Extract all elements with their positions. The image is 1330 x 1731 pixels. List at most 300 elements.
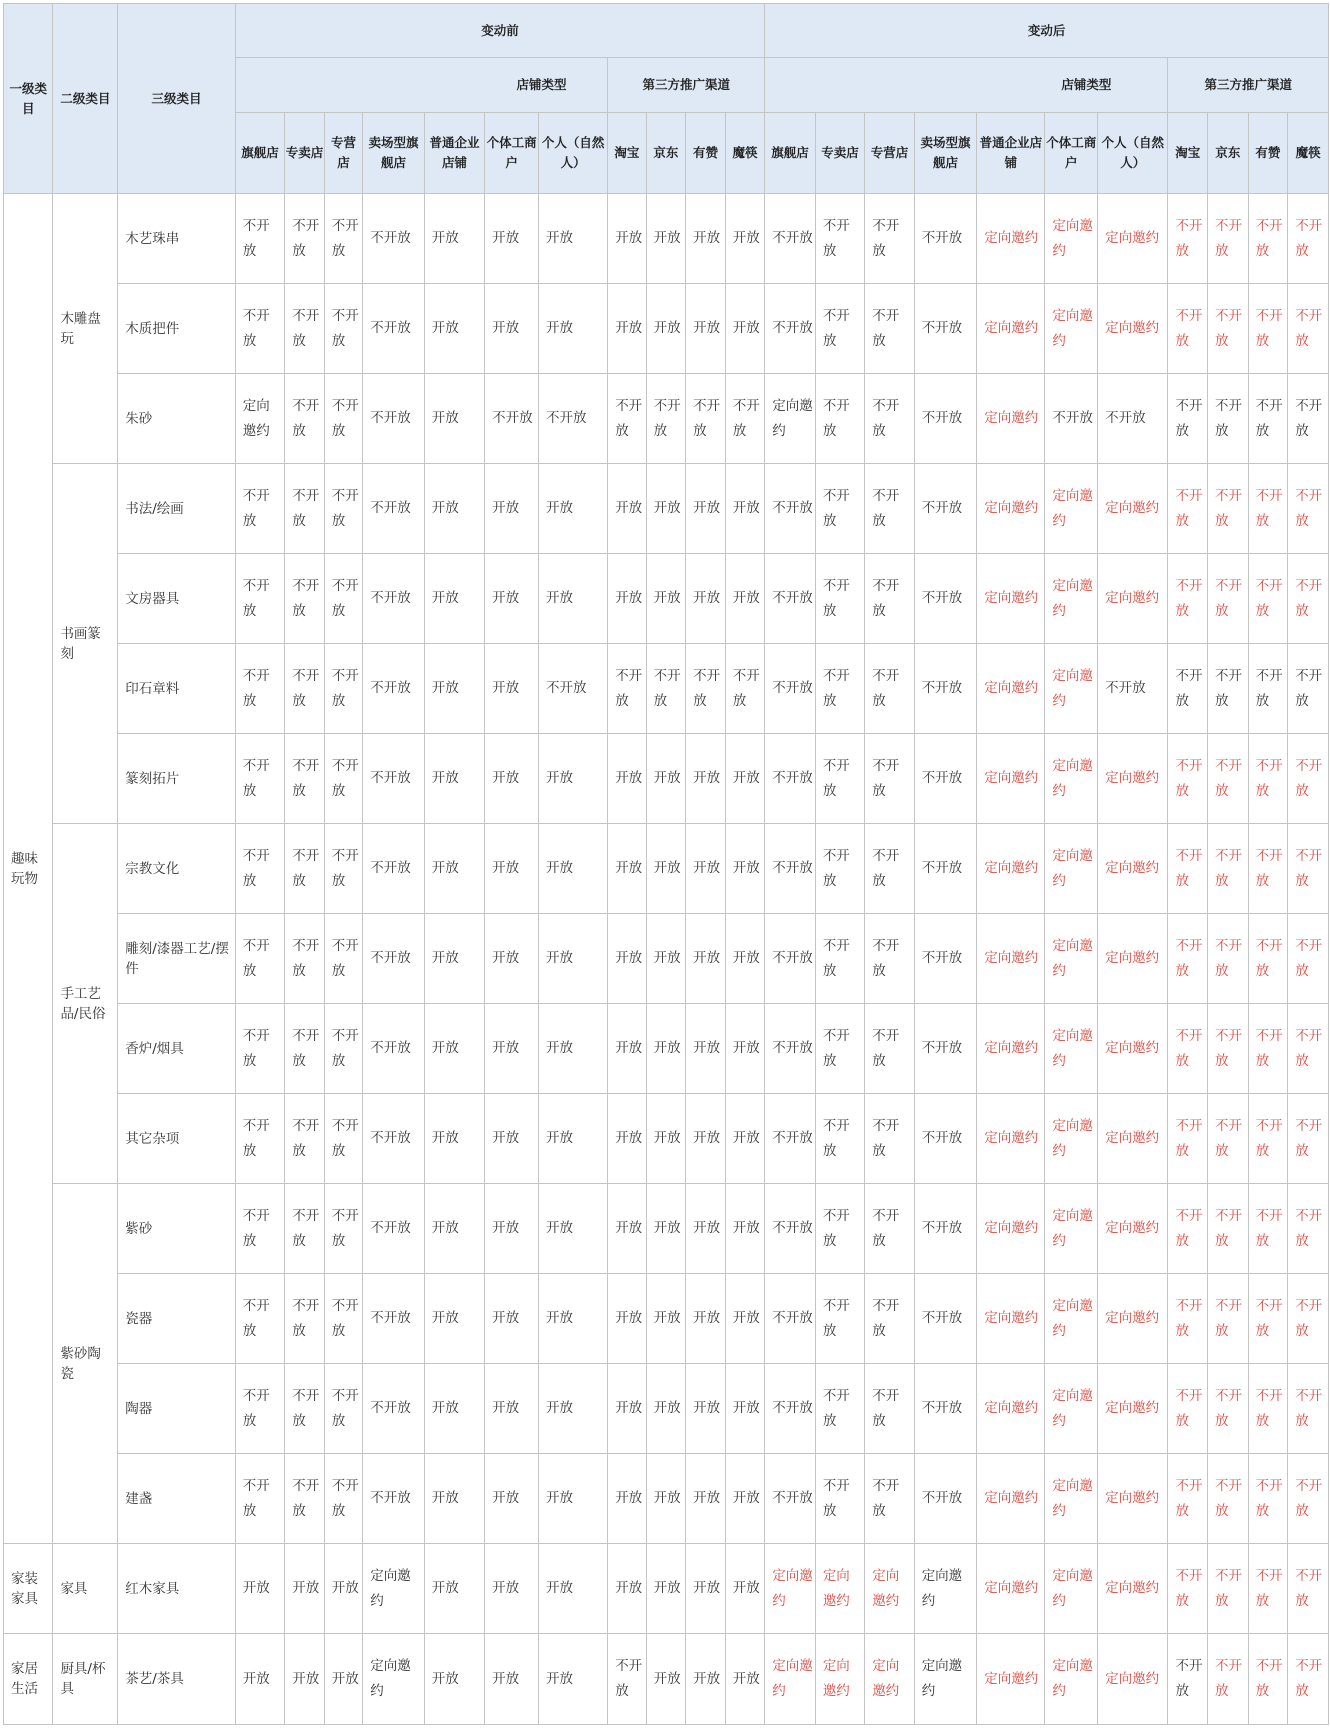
after-status-cell: 不开放 (765, 464, 816, 554)
before-status-cell: 不开放 (363, 1454, 425, 1544)
column-header: 普通企业店铺 (977, 113, 1045, 194)
before-status-cell: 开放 (424, 194, 484, 284)
before-status-cell: 开放 (485, 734, 539, 824)
before-status-cell: 不开放 (538, 374, 607, 464)
before-status-cell: 开放 (646, 1004, 686, 1094)
after-status-cell: 不开放 (1208, 644, 1249, 734)
after-status-cell: 不开放 (1208, 824, 1249, 914)
before-status-cell: 不开放 (363, 374, 425, 464)
column-header: 普通企业店铺 (424, 113, 484, 194)
before-status-cell: 开放 (324, 1634, 362, 1725)
header-after-third-party: 第三方推广渠道 (1168, 58, 1329, 113)
header-before-third-party: 第三方推广渠道 (608, 58, 765, 113)
level3-cell: 其它杂项 (118, 1094, 236, 1184)
after-status-cell: 定向邀约 (977, 644, 1045, 734)
table-row (4, 374, 1329, 464)
after-status-cell: 定向邀约 (977, 824, 1045, 914)
table-row (4, 644, 1329, 734)
after-status-cell: 不开放 (914, 1364, 977, 1454)
before-status-cell: 开放 (608, 1454, 646, 1544)
before-status-cell: 不开放 (646, 374, 686, 464)
after-status-cell: 不开放 (1248, 554, 1288, 644)
after-status-cell: 不开放 (914, 734, 977, 824)
after-status-cell: 定向邀约 (1045, 824, 1098, 914)
after-status-cell: 不开放 (1288, 644, 1329, 734)
after-status-cell: 不开放 (765, 734, 816, 824)
after-status-cell: 不开放 (865, 554, 914, 644)
before-status-cell: 不开放 (285, 644, 325, 734)
after-status-cell: 不开放 (1288, 1094, 1329, 1184)
before-status-cell: 不开放 (363, 284, 425, 374)
before-status-cell: 开放 (686, 1364, 726, 1454)
after-status-cell: 不开放 (865, 1094, 914, 1184)
after-status-cell: 定向邀约 (1098, 1634, 1168, 1725)
after-status-cell: 不开放 (1208, 734, 1249, 824)
after-status-cell: 不开放 (1098, 644, 1168, 734)
after-status-cell: 不开放 (1248, 1544, 1288, 1634)
before-status-cell: 开放 (686, 824, 726, 914)
after-status-cell: 定向邀约 (1098, 1004, 1168, 1094)
after-status-cell: 不开放 (1248, 284, 1288, 374)
after-status-cell: 不开放 (815, 374, 864, 464)
after-status-cell: 定向邀约 (977, 1544, 1045, 1634)
before-status-cell: 开放 (285, 1634, 325, 1725)
level2-cell: 紫砂陶瓷 (53, 1184, 118, 1544)
after-status-cell: 定向邀约 (1045, 1184, 1098, 1274)
column-header: 个人（自然人） (1098, 113, 1168, 194)
before-status-cell: 开放 (725, 1454, 765, 1544)
after-status-cell: 不开放 (1098, 374, 1168, 464)
before-status-cell: 不开放 (235, 464, 284, 554)
before-status-cell: 不开放 (324, 914, 362, 1004)
after-status-cell: 不开放 (865, 1274, 914, 1364)
level3-cell: 木艺珠串 (118, 194, 236, 284)
after-status-cell: 不开放 (865, 1454, 914, 1544)
before-status-cell: 开放 (725, 1274, 765, 1364)
before-status-cell: 不开放 (324, 1004, 362, 1094)
before-status-cell: 开放 (725, 554, 765, 644)
before-status-cell: 开放 (686, 464, 726, 554)
after-status-cell: 不开放 (1288, 284, 1329, 374)
after-status-cell: 不开放 (1248, 194, 1288, 284)
level3-cell: 红木家具 (118, 1544, 236, 1634)
after-status-cell: 不开放 (1248, 1184, 1288, 1274)
before-status-cell: 不开放 (725, 374, 765, 464)
level3-cell: 香炉/烟具 (118, 1004, 236, 1094)
before-status-cell: 开放 (538, 554, 607, 644)
before-status-cell: 不开放 (608, 374, 646, 464)
table-row (4, 1634, 1329, 1725)
column-header: 专营店 (324, 113, 362, 194)
after-status-cell: 不开放 (765, 644, 816, 734)
level2-cell: 手工艺品/民俗 (53, 824, 118, 1184)
after-status-cell: 不开放 (815, 1004, 864, 1094)
before-status-cell: 开放 (285, 1544, 325, 1634)
after-status-cell: 定向邀约 (1098, 194, 1168, 284)
before-status-cell: 不开放 (363, 1364, 425, 1454)
before-status-cell: 开放 (485, 644, 539, 734)
after-status-cell: 不开放 (815, 284, 864, 374)
after-status-cell: 定向邀约 (765, 1634, 816, 1725)
after-status-cell: 不开放 (865, 464, 914, 554)
after-status-cell: 不开放 (765, 914, 816, 1004)
after-status-cell: 不开放 (1208, 1004, 1249, 1094)
before-status-cell: 定向邀约 (363, 1544, 425, 1634)
after-status-cell: 定向邀约 (1045, 644, 1098, 734)
before-status-cell: 开放 (424, 644, 484, 734)
after-status-cell: 不开放 (815, 1454, 864, 1544)
before-status-cell: 开放 (424, 734, 484, 824)
after-status-cell: 不开放 (865, 824, 914, 914)
after-status-cell: 定向邀约 (1045, 1364, 1098, 1454)
before-status-cell: 开放 (424, 1364, 484, 1454)
before-status-cell: 不开放 (285, 374, 325, 464)
after-status-cell: 不开放 (815, 644, 864, 734)
after-status-cell: 定向邀约 (765, 374, 816, 464)
after-status-cell: 定向邀约 (977, 1184, 1045, 1274)
after-status-cell: 不开放 (1168, 1544, 1208, 1634)
after-status-cell: 不开放 (1168, 1274, 1208, 1364)
table-row (4, 1364, 1329, 1454)
before-status-cell: 开放 (485, 1004, 539, 1094)
after-status-cell: 定向邀约 (977, 554, 1045, 644)
before-status-cell: 不开放 (363, 914, 425, 1004)
before-status-cell: 开放 (725, 1184, 765, 1274)
before-status-cell: 开放 (538, 1274, 607, 1364)
before-status-cell: 开放 (485, 914, 539, 1004)
before-status-cell: 开放 (485, 194, 539, 284)
column-header: 有赞 (686, 113, 726, 194)
before-status-cell: 开放 (725, 1544, 765, 1634)
column-header: 专卖店 (285, 113, 325, 194)
after-status-cell: 不开放 (1168, 914, 1208, 1004)
after-status-cell: 不开放 (914, 1454, 977, 1544)
level3-cell: 建盏 (118, 1454, 236, 1544)
after-status-cell: 不开放 (1208, 554, 1249, 644)
table-row (4, 1454, 1329, 1544)
after-status-cell: 定向邀约 (1045, 1094, 1098, 1184)
before-status-cell: 不开放 (235, 1184, 284, 1274)
before-status-cell: 开放 (485, 1454, 539, 1544)
before-status-cell: 开放 (608, 824, 646, 914)
after-status-cell: 定向邀约 (1045, 194, 1098, 284)
before-status-cell: 不开放 (285, 554, 325, 644)
before-status-cell: 定向邀约 (363, 1634, 425, 1725)
after-status-cell: 不开放 (914, 1274, 977, 1364)
after-status-cell: 不开放 (865, 734, 914, 824)
before-status-cell: 开放 (686, 1274, 726, 1364)
before-status-cell: 开放 (538, 1364, 607, 1454)
after-status-cell: 不开放 (865, 284, 914, 374)
table-row (4, 1094, 1329, 1184)
before-status-cell: 开放 (538, 284, 607, 374)
before-status-cell: 开放 (725, 914, 765, 1004)
after-status-cell: 定向邀约 (977, 1094, 1045, 1184)
after-status-cell: 定向邀约 (914, 1634, 977, 1725)
before-status-cell: 开放 (538, 824, 607, 914)
column-header: 卖场型旗舰店 (363, 113, 425, 194)
before-status-cell: 开放 (324, 1544, 362, 1634)
after-status-cell: 不开放 (1248, 824, 1288, 914)
before-status-cell: 开放 (725, 734, 765, 824)
before-status-cell: 不开放 (363, 644, 425, 734)
after-status-cell: 定向邀约 (1098, 1544, 1168, 1634)
before-status-cell: 不开放 (324, 644, 362, 734)
before-status-cell: 不开放 (235, 824, 284, 914)
before-status-cell: 不开放 (608, 644, 646, 734)
before-status-cell: 不开放 (285, 1364, 325, 1454)
before-status-cell: 开放 (538, 1184, 607, 1274)
before-status-cell: 开放 (608, 554, 646, 644)
before-status-cell: 开放 (686, 1544, 726, 1634)
before-status-cell: 不开放 (285, 1454, 325, 1544)
after-status-cell: 不开放 (1248, 1454, 1288, 1544)
header-before: 变动前 (235, 4, 764, 58)
after-status-cell: 定向邀约 (977, 374, 1045, 464)
level3-cell: 书法/绘画 (118, 464, 236, 554)
before-status-cell: 不开放 (285, 284, 325, 374)
before-status-cell: 开放 (686, 194, 726, 284)
before-status-cell: 不开放 (686, 374, 726, 464)
after-status-cell: 不开放 (1208, 1544, 1249, 1634)
before-status-cell: 开放 (646, 734, 686, 824)
before-status-cell: 不开放 (324, 194, 362, 284)
before-status-cell: 开放 (646, 914, 686, 1004)
before-status-cell: 开放 (235, 1634, 284, 1725)
before-status-cell: 不开放 (646, 644, 686, 734)
after-status-cell: 不开放 (865, 1184, 914, 1274)
before-status-cell: 不开放 (285, 1094, 325, 1184)
after-status-cell: 不开放 (1208, 1184, 1249, 1274)
before-status-cell: 不开放 (235, 1454, 284, 1544)
before-status-cell: 开放 (424, 1004, 484, 1094)
level3-cell: 茶艺/茶具 (118, 1634, 236, 1725)
after-status-cell: 不开放 (815, 194, 864, 284)
before-status-cell: 开放 (646, 1274, 686, 1364)
before-status-cell: 开放 (538, 734, 607, 824)
after-status-cell: 定向邀约 (1045, 1004, 1098, 1094)
after-status-cell: 不开放 (914, 194, 977, 284)
before-status-cell: 开放 (424, 464, 484, 554)
before-status-cell: 不开放 (363, 1004, 425, 1094)
before-status-cell: 开放 (608, 1004, 646, 1094)
before-status-cell: 不开放 (725, 644, 765, 734)
after-status-cell: 定向邀约 (1045, 1544, 1098, 1634)
after-status-cell: 不开放 (1168, 644, 1208, 734)
before-status-cell: 不开放 (235, 734, 284, 824)
before-status-cell: 开放 (608, 194, 646, 284)
level3-cell: 宗教文化 (118, 824, 236, 914)
after-status-cell: 定向邀约 (1098, 554, 1168, 644)
before-status-cell: 开放 (485, 1094, 539, 1184)
column-header: 专营店 (865, 113, 914, 194)
before-status-cell: 开放 (424, 284, 484, 374)
after-status-cell: 定向邀约 (1098, 824, 1168, 914)
after-status-cell: 定向邀约 (1098, 284, 1168, 374)
header-level2: 二级类目 (53, 4, 118, 194)
before-status-cell: 开放 (725, 284, 765, 374)
after-status-cell: 不开放 (765, 284, 816, 374)
column-header: 京东 (646, 113, 686, 194)
before-status-cell: 开放 (725, 1094, 765, 1184)
level2-cell: 木雕盘玩 (53, 194, 118, 464)
before-status-cell: 开放 (424, 554, 484, 644)
after-status-cell: 定向邀约 (1098, 1454, 1168, 1544)
after-status-cell: 不开放 (1168, 374, 1208, 464)
before-status-cell: 开放 (424, 914, 484, 1004)
after-status-cell: 定向邀约 (765, 1544, 816, 1634)
after-status-cell: 不开放 (1208, 1094, 1249, 1184)
after-status-cell: 不开放 (1168, 1094, 1208, 1184)
after-status-cell: 不开放 (865, 194, 914, 284)
after-status-cell: 不开放 (914, 1004, 977, 1094)
level3-cell: 瓷器 (118, 1274, 236, 1364)
before-status-cell: 开放 (686, 1634, 726, 1725)
before-status-cell: 不开放 (363, 824, 425, 914)
before-status-cell: 开放 (485, 1364, 539, 1454)
before-status-cell: 开放 (424, 824, 484, 914)
after-status-cell: 不开放 (1248, 644, 1288, 734)
before-status-cell: 不开放 (235, 644, 284, 734)
after-status-cell: 不开放 (815, 824, 864, 914)
before-status-cell: 开放 (725, 464, 765, 554)
after-status-cell: 定向邀约 (977, 1454, 1045, 1544)
before-status-cell: 开放 (686, 1454, 726, 1544)
before-status-cell: 不开放 (285, 194, 325, 284)
after-status-cell: 定向邀约 (1045, 554, 1098, 644)
after-status-cell: 不开放 (765, 1454, 816, 1544)
before-status-cell: 开放 (485, 1544, 539, 1634)
after-status-cell: 定向邀约 (977, 734, 1045, 824)
column-header: 个体工商户 (485, 113, 539, 194)
after-status-cell: 定向邀约 (1098, 1184, 1168, 1274)
before-status-cell: 开放 (608, 1274, 646, 1364)
before-status-cell: 开放 (608, 734, 646, 824)
after-status-cell: 不开放 (765, 1004, 816, 1094)
level3-cell: 朱砂 (118, 374, 236, 464)
before-status-cell: 开放 (686, 734, 726, 824)
before-status-cell: 不开放 (363, 464, 425, 554)
after-status-cell: 不开放 (1208, 1634, 1249, 1725)
before-status-cell: 开放 (538, 464, 607, 554)
table-row (4, 824, 1329, 914)
before-status-cell: 开放 (646, 1364, 686, 1454)
before-status-cell: 不开放 (324, 464, 362, 554)
table-row (4, 914, 1329, 1004)
after-status-cell: 不开放 (815, 1094, 864, 1184)
before-status-cell: 开放 (646, 284, 686, 374)
after-status-cell: 不开放 (1248, 914, 1288, 1004)
before-status-cell: 开放 (538, 1004, 607, 1094)
before-status-cell: 开放 (646, 194, 686, 284)
before-status-cell: 不开放 (324, 1184, 362, 1274)
before-status-cell: 开放 (686, 554, 726, 644)
after-status-cell: 不开放 (815, 1364, 864, 1454)
before-status-cell: 不开放 (485, 374, 539, 464)
before-status-cell: 开放 (608, 1184, 646, 1274)
before-status-cell: 不开放 (235, 1004, 284, 1094)
before-status-cell: 开放 (608, 464, 646, 554)
after-status-cell: 定向邀约 (1045, 284, 1098, 374)
after-status-cell: 不开放 (914, 1184, 977, 1274)
before-status-cell: 开放 (485, 1274, 539, 1364)
column-header: 京东 (1208, 113, 1249, 194)
after-status-cell: 不开放 (1168, 824, 1208, 914)
before-status-cell: 开放 (538, 194, 607, 284)
header-after-store-type: 店铺类型 (765, 58, 1168, 113)
before-status-cell: 不开放 (235, 1364, 284, 1454)
before-status-cell: 不开放 (686, 644, 726, 734)
before-status-cell: 开放 (608, 284, 646, 374)
after-status-cell: 不开放 (1168, 1454, 1208, 1544)
after-status-cell: 定向邀约 (914, 1544, 977, 1634)
before-status-cell: 不开放 (235, 1094, 284, 1184)
before-status-cell: 开放 (538, 1094, 607, 1184)
before-status-cell: 不开放 (324, 1454, 362, 1544)
table-row (4, 464, 1329, 554)
table-row (4, 1544, 1329, 1634)
after-status-cell: 定向邀约 (1098, 464, 1168, 554)
column-header: 旗舰店 (235, 113, 284, 194)
after-status-cell: 不开放 (1208, 374, 1249, 464)
header-after: 变动后 (765, 4, 1329, 58)
column-header: 淘宝 (608, 113, 646, 194)
before-status-cell: 不开放 (363, 734, 425, 824)
before-status-cell: 开放 (538, 1634, 607, 1725)
before-status-cell: 开放 (538, 914, 607, 1004)
before-status-cell: 不开放 (324, 374, 362, 464)
column-header: 魔筷 (725, 113, 765, 194)
before-status-cell: 开放 (538, 1454, 607, 1544)
before-status-cell: 开放 (646, 464, 686, 554)
column-header: 专卖店 (815, 113, 864, 194)
after-status-cell: 不开放 (1288, 1004, 1329, 1094)
after-status-cell: 不开放 (815, 914, 864, 1004)
before-status-cell: 开放 (424, 1274, 484, 1364)
before-status-cell: 开放 (646, 1184, 686, 1274)
table-row (4, 284, 1329, 374)
before-status-cell: 不开放 (235, 554, 284, 644)
after-status-cell: 不开放 (815, 1274, 864, 1364)
after-status-cell: 不开放 (765, 824, 816, 914)
after-status-cell: 不开放 (865, 1004, 914, 1094)
after-status-cell: 定向邀约 (815, 1544, 864, 1634)
after-status-cell: 不开放 (1208, 1454, 1249, 1544)
after-status-cell: 不开放 (1248, 1094, 1288, 1184)
before-status-cell: 开放 (608, 1364, 646, 1454)
before-status-cell: 不开放 (608, 1634, 646, 1725)
after-status-cell: 不开放 (815, 734, 864, 824)
level3-cell: 文房器具 (118, 554, 236, 644)
before-status-cell: 不开放 (324, 824, 362, 914)
after-status-cell: 不开放 (914, 824, 977, 914)
before-status-cell: 开放 (646, 824, 686, 914)
before-status-cell: 不开放 (235, 194, 284, 284)
level1-cell: 家装家具 (4, 1544, 53, 1634)
table-row (4, 1274, 1329, 1364)
before-status-cell: 不开放 (235, 1274, 284, 1364)
after-status-cell: 不开放 (1288, 1454, 1329, 1544)
after-status-cell: 不开放 (914, 914, 977, 1004)
before-status-cell: 不开放 (324, 284, 362, 374)
before-status-cell: 开放 (646, 554, 686, 644)
before-status-cell: 不开放 (285, 824, 325, 914)
after-status-cell: 不开放 (1288, 824, 1329, 914)
after-status-cell: 定向邀约 (865, 1544, 914, 1634)
after-status-cell: 不开放 (1288, 1364, 1329, 1454)
before-status-cell: 不开放 (324, 1274, 362, 1364)
after-status-cell: 不开放 (1208, 1364, 1249, 1454)
